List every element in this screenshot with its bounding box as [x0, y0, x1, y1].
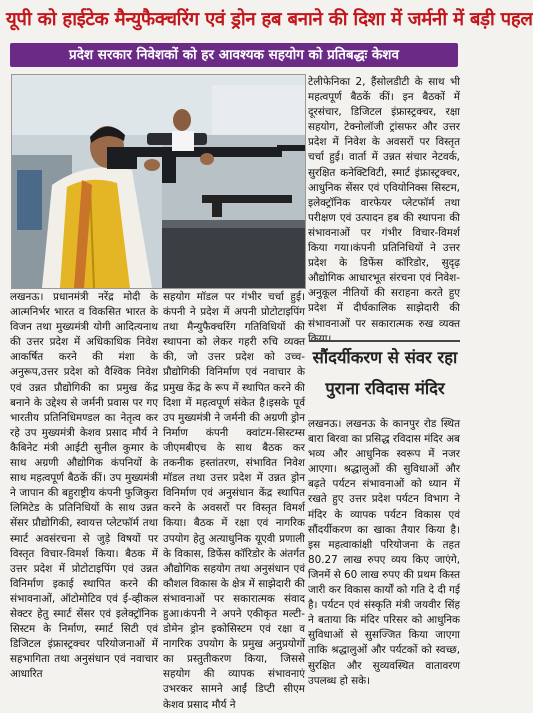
article-paragraph: टेलीफेनिका 2, हैंसोलडीटी के साथ भी महत्वपूर्ण बैठकें कीं। इन बैठकों में दूरसंचार, डिजिटल इंफ्रास्ट्रक्चर, रक्षा सहयोग, टेक्नोलॉजी ट्रांसफर और उत्तर प्रदेश में निवेश के अवसरों पर विस्तृत चर्चा हुई। वार्ता में उन्नत संचार नेटवर्क, सुरक्षित कनेक्टिविटी, स्मार्ट इंफ्रास्ट्रक्चर, आधुनिक सेंसर एवं एवियोनिक्स सिस्टम, इलेक्ट्रॉनिक वारफेयर प्लेटफॉर्म तथा परीक्षण एवं उत्पादन हब की स्थापना की संभावनाओं पर गंभीर विचार-विमर्श किया गया।कंपनी प्रतिनिधियों ने उत्तर प्रदेश के डिफेंस कॉरिडोर, सुदृढ़ औद्योगिक आधारभूत संरचना एवं निवेश-अनुकूल नीतियों की सराहना करते हुए प्रदेश में दीर्घकालिक साझेदारी की संभावनाओं पर सकारात्मक रुख व्यक्त किया।	[308, 76, 460, 345]
section-title: सौंदर्यीकरण से संवर रहा पुराना रविदास मंदिर	[310, 340, 460, 412]
article-paragraph: लखनऊ। लखनऊ के कानपुर रोड स्थित बारा बिरवा का प्रसिद्ध रविदास मंदिर अब भव्य और आधुनिक स्वरूप में नजर आएगा। श्रद्धालुओं की सुविधाओं और बढ़ते पर्यटन संभावनाओं को ध्यान में रखते हुए उत्तर प्रदेश पर्यटन विभाग ने मंदिर के व्यापक पर्यटन विकास एवं सौंदर्यीकरण का खाका तैयार किया है। इस महत्वाकांक्षी परियोजना के तहत 80.27 लाख रुपए व्यय किए जाएंगे, जिनमें से 60 लाख रुपए की प्रथम किस्त जारी कर विकास कार्यों को गति दे दी गई है। पर्यटन एवं संस्कृति मंत्री जयवीर सिंह ने बताया कि मंदिर परिसर को आधुनिक सुविधाओं से सुसज्जित किया जाएगा ताकि श्रद्धालुओं और पर्यटकों को स्वच्छ, सुरक्षित और सुव्यवस्थित वातावरण उपलब्ध हो सके।	[308, 418, 460, 687]
headline: यूपी को हाईटेक मैन्युफैक्चरिंग एवं ड्रोन हब बनाने की दिशा में जर्मनी में बड़ी पहल	[6, 9, 533, 30]
article-column-3	[308, 417, 460, 692]
article-column-2	[163, 290, 305, 711]
article-column-right-top	[308, 75, 460, 345]
article-paragraph: सहयोग मॉडल पर गंभीर चर्चा हुई। कंपनी ने प्रदेश में अपनी प्रोटोटाइपिंग तथा मैन्युफैक्चरिंग गतिविधियों की स्थापना को लेकर गहरी रुचि व्यक्त की, जो उत्तर प्रदेश को उच्च-प्रौद्योगिकी विनिर्माण एवं नवाचार के प्रमुख केंद्र के रूप में स्थापित करने की दिशा में महत्वपूर्ण संकेत है।इसके पूर्व उप मुख्यमंत्री ने जर्मनी की अग्रणी ड्रोन निर्माण कंपनी क्वांटम-सिस्टम्स जीएमबीएच के साथ बैठक कर तकनीक हस्तांतरण, संभावित निवेश मॉडल तथा उत्तर प्रदेश में उन्नत ड्रोन विनिर्माण एवं अनुसंधान केंद्र स्थापित करने के अवसरों पर विस्तृत विमर्श किया। बैठक में रक्षा एवं नागरिक उपयोग हेतु अत्याधुनिक यूएवी प्रणाली के विकास, डिफेंस कॉरिडोर के अंतर्गत औद्योगिक सहयोग तथा अनुसंधान एवं कौशल विकास के क्षेत्र में साझेदारी की संभावनाओं पर सकारात्मक संवाद हुआ।कंपनी ने अपने एकीकृत मल्टी-डोमेन ड्रोन इकोसिस्टम एवं रक्षा व नागरिक उपयोग के प्रमुख अनुप्रयोगों का प्रस्तुतीकरण किया, जिससे सहयोग की व्यापक संभावनाएं उभरकर सामने आईं डिप्टी सीएम केशव प्रसाद मौर्य ने	[163, 291, 305, 711]
article-paragraph: लखनऊ। प्रधानमंत्री नरेंद्र मोदी के आत्मनिर्भर भारत व विकसित भारत के विजन तथा मुख्यमंत्री योगी आदित्यनाथ की उत्तर प्रदेश में अधिकाधिक निवेश आकर्षित करने की मंशा के अनुरूप,उत्तर प्रदेश को वैश्विक निवेश एवं उन्नत प्रौद्योगिकी का प्रमुख केंद्र बनाने के उद्देश्य से जर्मनी प्रवास पर गए भारतीय प्रतिनिधिमण्डल का नेतृत्व कर रहे उप मुख्यमंत्री केशव प्रसाद मौर्य ने कैबिनेट मंत्री आईटी सुनील कुमार के साथ अग्रणी औद्योगिक कंपनियों के साथ महत्वपूर्ण बैठकें कीं। उप मुख्यमंत्री ने जापान की बहुराष्ट्रीय कंपनी फुजिकुरा लिमिटेड के प्रतिनिधियों के साथ उन्नत सेंसर प्रौद्योगिकी, स्वायत्त प्लेटफॉर्म तथा स्मार्ट अवसंरचना से जुड़े विषयों पर विस्तृत विचार-विमर्श किया। बैठक में उत्तर प्रदेश में प्रोटोटाइपिंग एवं उन्नत विनिर्माण इकाई स्थापित करने की संभावनाओं, ऑटोमोटिव एवं ई-व्हीकल सेक्टर हेतु स्मार्ट सेंसर एवं इलेक्ट्रॉनिक सिस्टम के निर्माण, स्मार्ट सिटी एवं डिजिटल इंफ्रास्ट्रक्चर परियोजनाओं में सहभागिता तथा अनुसंधान एवं नवाचार आधारित	[10, 291, 158, 681]
subheadline: प्रदेश सरकार निवेशकों को हर आवश्यक सहयोग को प्रतिबद्धः केशव	[10, 43, 458, 67]
article-column-1	[10, 290, 158, 692]
news-photo	[11, 74, 306, 289]
